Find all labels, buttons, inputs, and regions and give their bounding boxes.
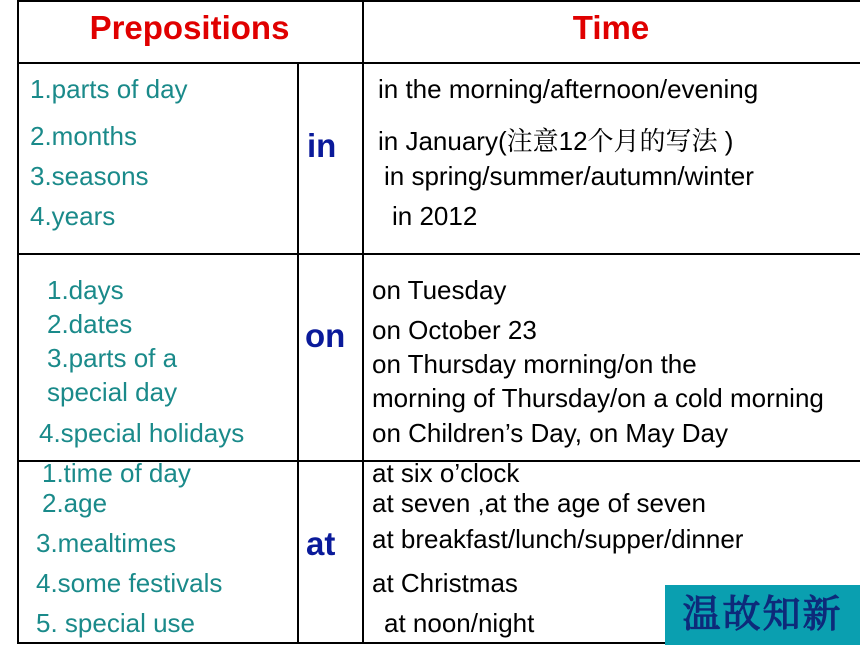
preposition-label: in: [307, 127, 337, 164]
example-item: in the morning/afternoon/evening: [378, 74, 759, 104]
category-item: 5. special use: [36, 608, 195, 638]
example-item: at seven ,at the age of seven: [372, 488, 706, 518]
example-item: in spring/summer/autumn/winter: [384, 161, 754, 191]
header-prepositions: Prepositions: [89, 9, 290, 46]
category-item: 1.time of day: [42, 458, 191, 488]
category-item: 2.dates: [47, 309, 133, 339]
category-item: special day: [47, 377, 178, 407]
category-item: 4.some festivals: [36, 568, 223, 598]
header-divider: [17, 62, 860, 64]
preposition-label: on: [305, 317, 346, 354]
time-column-divider: [362, 0, 364, 643]
category-item: 1.parts of day: [30, 74, 188, 104]
example-item: at Christmas: [372, 568, 518, 598]
category-item: 4.special holidays: [39, 418, 245, 448]
example-item: at noon/night: [384, 608, 535, 638]
example-item: on October 23: [372, 315, 537, 345]
example-item: at breakfast/lunch/supper/dinner: [372, 524, 744, 554]
category-item: 3.seasons: [30, 161, 149, 191]
table-left-border: [17, 0, 19, 643]
example-item: morning of Thursday/on a cold morning: [372, 383, 824, 413]
example-item: on Thursday morning/on the: [372, 349, 697, 379]
example-item: on Children’s Day, on May Day: [372, 418, 728, 448]
category-item: 3.mealtimes: [36, 528, 177, 558]
header-time: Time: [572, 9, 650, 46]
prep-column-divider: [297, 62, 299, 643]
category-item: 3.parts of a: [47, 343, 178, 373]
example-item: on Tuesday: [372, 275, 507, 305]
example-item: in January(注意12个月的写法 ): [378, 126, 734, 156]
example-item: in 2012: [392, 201, 478, 231]
review-badge: 温故知新: [665, 585, 860, 645]
category-item: 1.days: [47, 275, 124, 305]
category-item: 4.years: [30, 201, 116, 231]
row-divider-1: [17, 253, 860, 255]
category-item: 2.age: [42, 488, 108, 518]
preposition-label: at: [306, 525, 336, 562]
example-item: at six o’clock: [372, 458, 520, 488]
category-item: 2.months: [30, 121, 137, 151]
